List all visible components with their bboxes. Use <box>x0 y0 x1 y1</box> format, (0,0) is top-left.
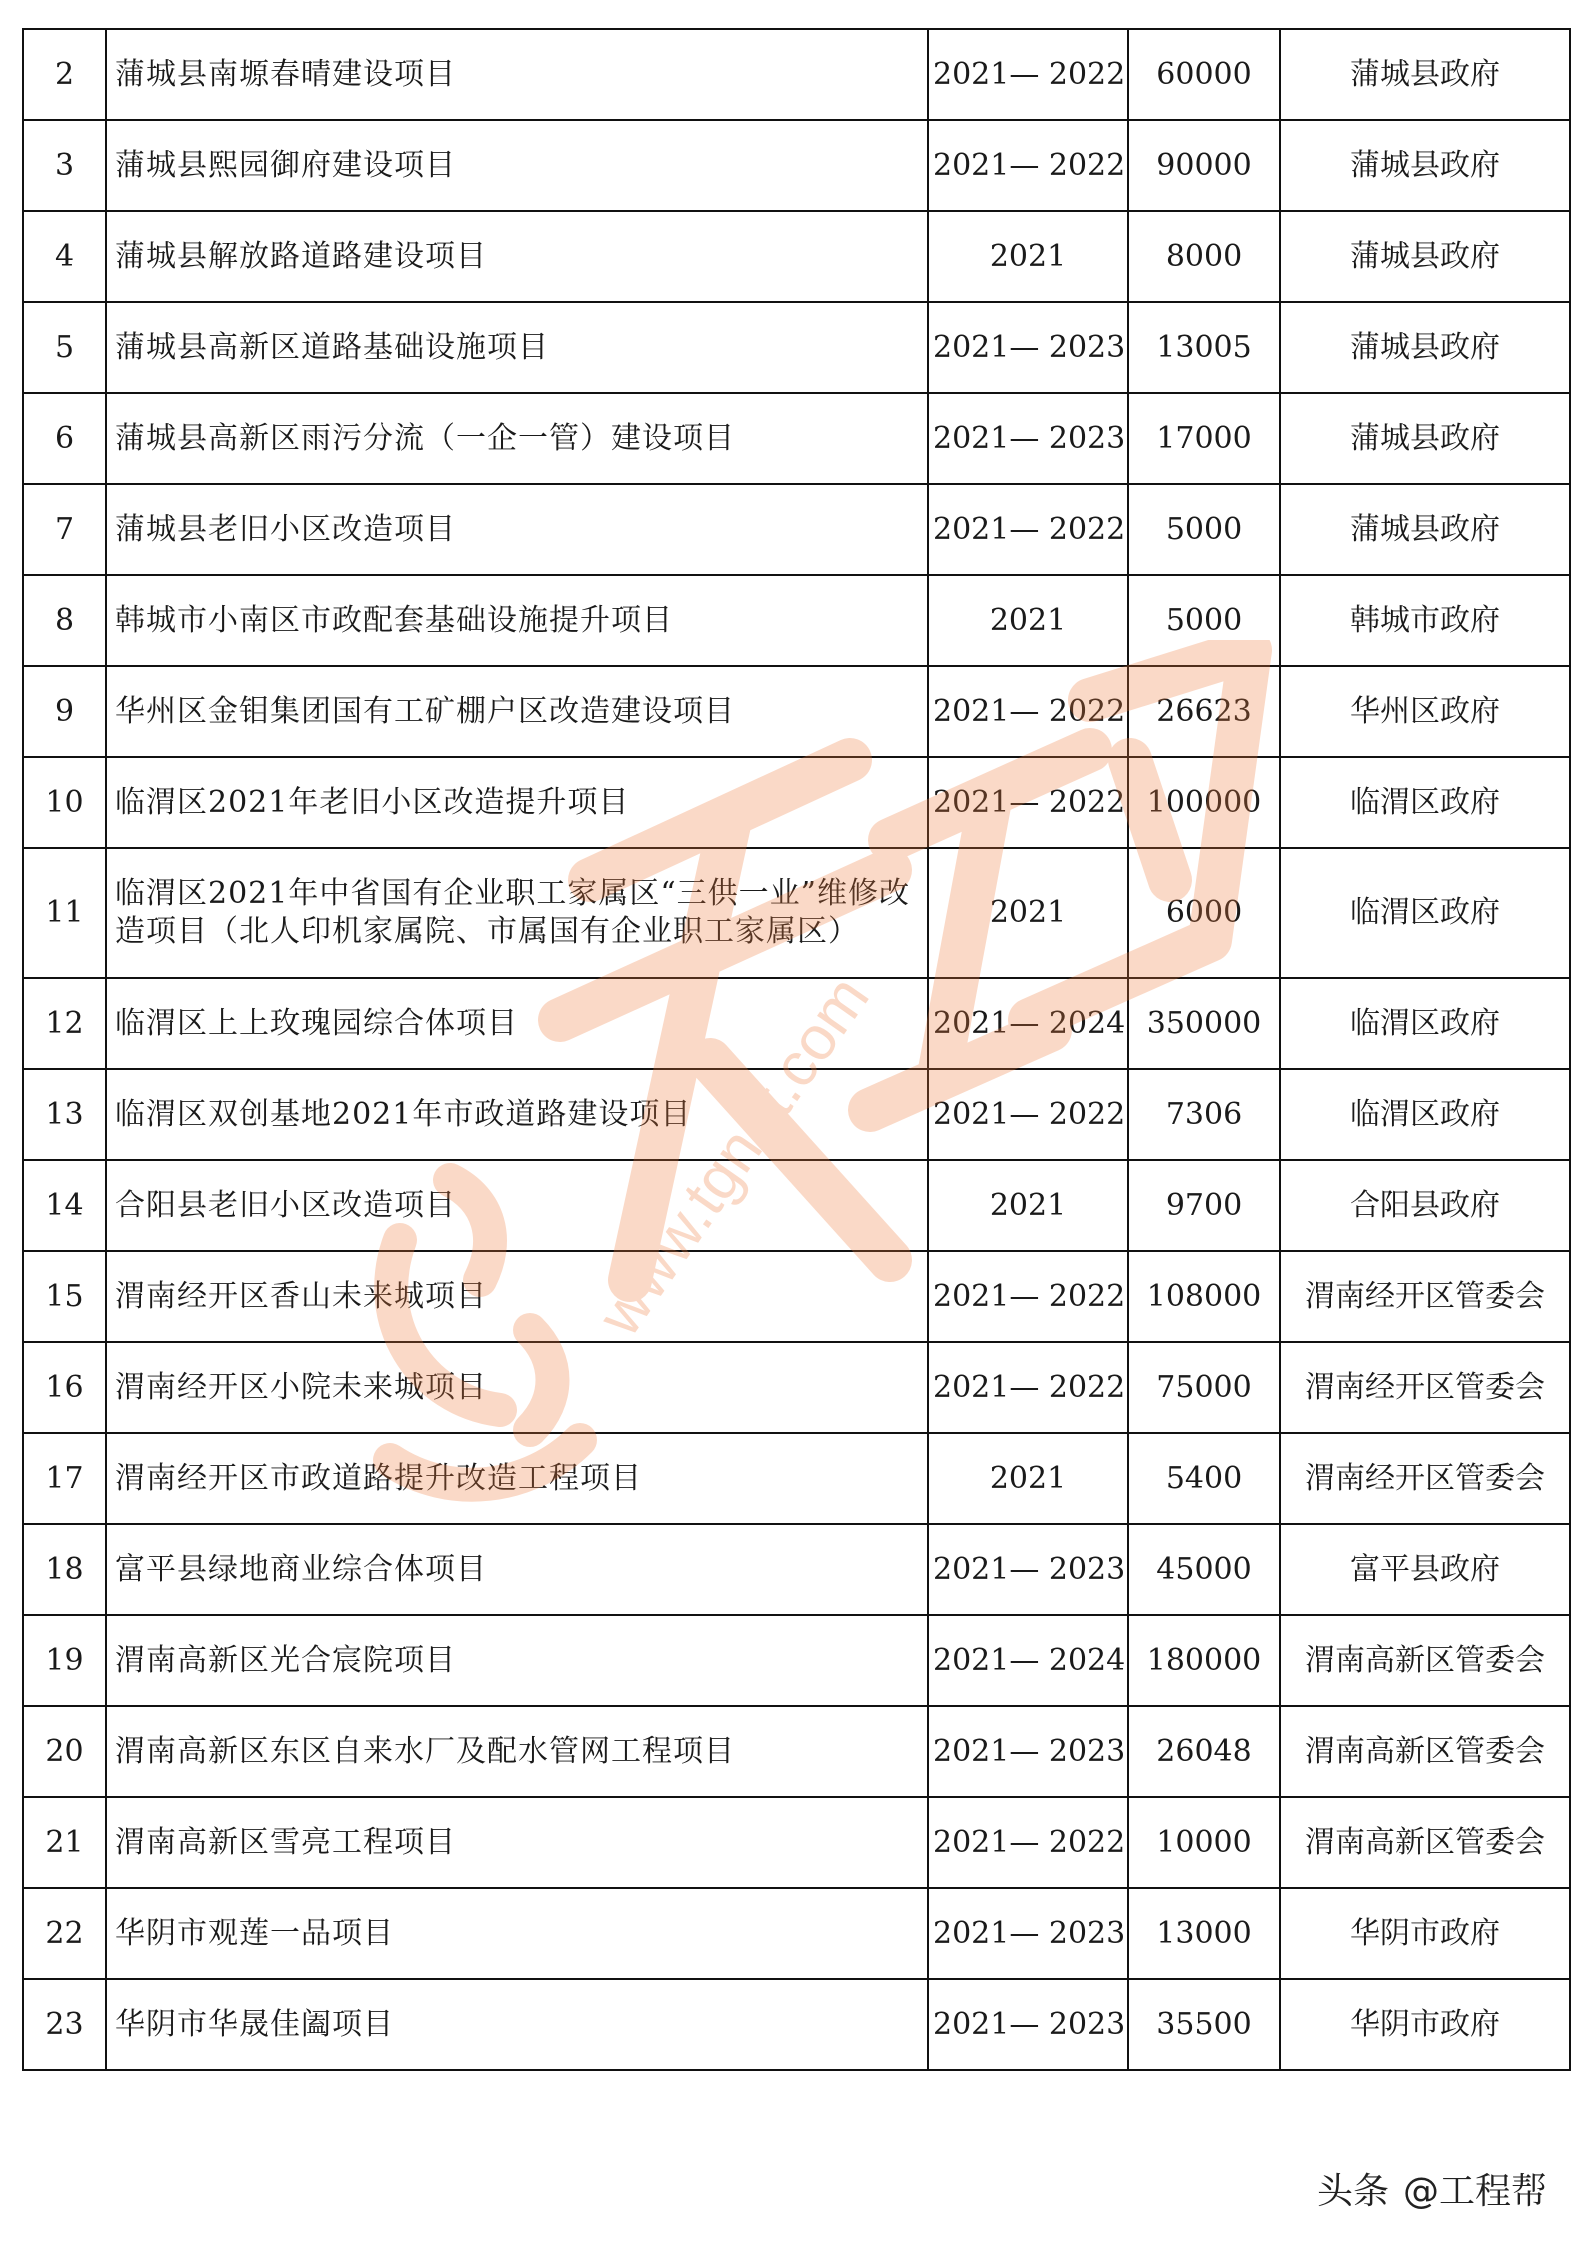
cell-responsible-unit: 华州区政府 <box>1280 666 1570 757</box>
table-row <box>23 666 1570 757</box>
cell-years: 2021— 2024 <box>928 978 1128 1069</box>
cell-amount: 5000 <box>1128 575 1280 666</box>
cell-amount: 26048 <box>1128 1706 1280 1797</box>
table-row <box>23 120 1570 211</box>
cell-years: 2021— 2022 <box>928 757 1128 848</box>
table-row <box>23 848 1570 978</box>
cell-amount: 35500 <box>1128 1979 1280 2070</box>
cell-number: 7 <box>23 484 106 575</box>
watermark-url: www.tgnet.com <box>584 964 883 1349</box>
cell-amount: 9700 <box>1128 1160 1280 1251</box>
cell-number: 3 <box>23 120 106 211</box>
table-row <box>23 393 1570 484</box>
table-row <box>23 1342 1570 1433</box>
cell-years: 2021— 2023 <box>928 393 1128 484</box>
cell-number: 15 <box>23 1251 106 1342</box>
cell-number: 4 <box>23 211 106 302</box>
cell-amount: 8000 <box>1128 211 1280 302</box>
cell-amount: 100000 <box>1128 757 1280 848</box>
cell-responsible-unit: 临渭区政府 <box>1280 978 1570 1069</box>
table-row <box>23 302 1570 393</box>
cell-responsible-unit: 渭南高新区管委会 <box>1280 1797 1570 1888</box>
cell-project-name: 韩城市小南区市政配套基础设施提升项目 <box>106 575 928 666</box>
cell-amount: 60000 <box>1128 29 1280 120</box>
table-row <box>23 1433 1570 1524</box>
table-row <box>23 1615 1570 1706</box>
cell-responsible-unit: 蒲城县政府 <box>1280 393 1570 484</box>
cell-number: 20 <box>23 1706 106 1797</box>
cell-project-name: 蒲城县南塬春晴建设项目 <box>106 29 928 120</box>
cell-number: 16 <box>23 1342 106 1433</box>
cell-project-name: 临渭区2021年中省国有企业职工家属区“三供一业”维修改造项目（北人印机家属院、市属国有企业职工家属区） <box>106 848 928 978</box>
cell-project-name: 渭南高新区东区自来水厂及配水管网工程项目 <box>106 1706 928 1797</box>
cell-amount: 17000 <box>1128 393 1280 484</box>
cell-responsible-unit: 渭南高新区管委会 <box>1280 1706 1570 1797</box>
cell-responsible-unit: 富平县政府 <box>1280 1524 1570 1615</box>
cell-number: 17 <box>23 1433 106 1524</box>
table-row <box>23 1797 1570 1888</box>
cell-project-name: 渭南经开区小院未来城项目 <box>106 1342 928 1433</box>
cell-years: 2021 <box>928 1160 1128 1251</box>
cell-years: 2021— 2022 <box>928 484 1128 575</box>
cell-responsible-unit: 蒲城县政府 <box>1280 302 1570 393</box>
cell-responsible-unit: 渭南经开区管委会 <box>1280 1433 1570 1524</box>
cell-years: 2021— 2023 <box>928 1888 1128 1979</box>
cell-years: 2021— 2024 <box>928 1615 1128 1706</box>
table-row <box>23 1251 1570 1342</box>
cell-number: 23 <box>23 1979 106 2070</box>
cell-project-name: 蒲城县熙园御府建设项目 <box>106 120 928 211</box>
cell-project-name: 临渭区2021年老旧小区改造提升项目 <box>106 757 928 848</box>
project-table-body <box>23 29 1570 2070</box>
cell-project-name: 蒲城县老旧小区改造项目 <box>106 484 928 575</box>
cell-number: 5 <box>23 302 106 393</box>
cell-amount: 108000 <box>1128 1251 1280 1342</box>
cell-number: 9 <box>23 666 106 757</box>
cell-amount: 5000 <box>1128 484 1280 575</box>
cell-amount: 26623 <box>1128 666 1280 757</box>
cell-responsible-unit: 华阴市政府 <box>1280 1979 1570 2070</box>
cell-responsible-unit: 临渭区政府 <box>1280 1069 1570 1160</box>
cell-number: 10 <box>23 757 106 848</box>
cell-amount: 13005 <box>1128 302 1280 393</box>
cell-project-name: 渭南经开区市政道路提升改造工程项目 <box>106 1433 928 1524</box>
cell-project-name: 渭南高新区雪亮工程项目 <box>106 1797 928 1888</box>
table-row <box>23 29 1570 120</box>
table-row <box>23 757 1570 848</box>
table-row <box>23 575 1570 666</box>
cell-responsible-unit: 蒲城县政府 <box>1280 120 1570 211</box>
cell-number: 22 <box>23 1888 106 1979</box>
table-row <box>23 484 1570 575</box>
cell-years: 2021— 2022 <box>928 666 1128 757</box>
cell-responsible-unit: 临渭区政府 <box>1280 848 1570 978</box>
cell-responsible-unit: 蒲城县政府 <box>1280 484 1570 575</box>
cell-years: 2021— 2022 <box>928 1342 1128 1433</box>
cell-number: 19 <box>23 1615 106 1706</box>
cell-number: 6 <box>23 393 106 484</box>
cell-project-name: 蒲城县高新区雨污分流（一企一管）建设项目 <box>106 393 928 484</box>
credit-handle: @工程帮 <box>1402 2171 1547 2212</box>
cell-responsible-unit: 合阳县政府 <box>1280 1160 1570 1251</box>
cell-amount: 45000 <box>1128 1524 1280 1615</box>
cell-amount: 5400 <box>1128 1433 1280 1524</box>
cell-amount: 6000 <box>1128 848 1280 978</box>
cell-project-name: 渭南经开区香山未来城项目 <box>106 1251 928 1342</box>
cell-responsible-unit: 蒲城县政府 <box>1280 211 1570 302</box>
cell-project-name: 华阴市华晟佳阖项目 <box>106 1979 928 2070</box>
cell-amount: 75000 <box>1128 1342 1280 1433</box>
cell-years: 2021— 2023 <box>928 302 1128 393</box>
cell-number: 21 <box>23 1797 106 1888</box>
cell-amount: 7306 <box>1128 1069 1280 1160</box>
cell-project-name: 华州区金钼集团国有工矿棚户区改造建设项目 <box>106 666 928 757</box>
table-row <box>23 1888 1570 1979</box>
project-table-container <box>22 28 1569 2071</box>
cell-amount: 13000 <box>1128 1888 1280 1979</box>
cell-years: 2021— 2023 <box>928 1979 1128 2070</box>
cell-number: 18 <box>23 1524 106 1615</box>
cell-project-name: 合阳县老旧小区改造项目 <box>106 1160 928 1251</box>
cell-number: 2 <box>23 29 106 120</box>
cell-responsible-unit: 临渭区政府 <box>1280 757 1570 848</box>
table-row <box>23 1524 1570 1615</box>
cell-project-name: 华阴市观莲一品项目 <box>106 1888 928 1979</box>
table-row <box>23 1706 1570 1797</box>
cell-responsible-unit: 韩城市政府 <box>1280 575 1570 666</box>
cell-responsible-unit: 华阴市政府 <box>1280 1888 1570 1979</box>
cell-number: 14 <box>23 1160 106 1251</box>
table-row <box>23 1979 1570 2070</box>
cell-project-name: 临渭区双创基地2021年市政道路建设项目 <box>106 1069 928 1160</box>
cell-project-name: 富平县绿地商业综合体项目 <box>106 1524 928 1615</box>
cell-years: 2021— 2022 <box>928 1797 1128 1888</box>
cell-amount: 90000 <box>1128 120 1280 211</box>
credit-prefix: 头条 <box>1316 2171 1389 2212</box>
cell-number: 8 <box>23 575 106 666</box>
cell-project-name: 渭南高新区光合宸院项目 <box>106 1615 928 1706</box>
cell-project-name: 蒲城县解放路道路建设项目 <box>106 211 928 302</box>
source-credit <box>1317 2163 1547 2214</box>
cell-number: 12 <box>23 978 106 1069</box>
cell-project-name: 临渭区上上玫瑰园综合体项目 <box>106 978 928 1069</box>
cell-years: 2021— 2023 <box>928 1706 1128 1797</box>
cell-responsible-unit: 渭南经开区管委会 <box>1280 1251 1570 1342</box>
table-row <box>23 1160 1570 1251</box>
table-row <box>23 1069 1570 1160</box>
cell-years: 2021— 2022 <box>928 1251 1128 1342</box>
cell-years: 2021— 2022 <box>928 29 1128 120</box>
cell-years: 2021 <box>928 575 1128 666</box>
cell-years: 2021 <box>928 211 1128 302</box>
cell-amount: 180000 <box>1128 1615 1280 1706</box>
table-row <box>23 978 1570 1069</box>
cell-years: 2021— 2022 <box>928 120 1128 211</box>
cell-amount: 350000 <box>1128 978 1280 1069</box>
cell-responsible-unit: 蒲城县政府 <box>1280 29 1570 120</box>
cell-number: 13 <box>23 1069 106 1160</box>
cell-number: 11 <box>23 848 106 978</box>
cell-amount: 10000 <box>1128 1797 1280 1888</box>
cell-years: 2021 <box>928 848 1128 978</box>
cell-years: 2021 <box>928 1433 1128 1524</box>
project-table <box>22 28 1571 2071</box>
table-row <box>23 211 1570 302</box>
cell-years: 2021— 2023 <box>928 1524 1128 1615</box>
cell-responsible-unit: 渭南经开区管委会 <box>1280 1342 1570 1433</box>
cell-project-name: 蒲城县高新区道路基础设施项目 <box>106 302 928 393</box>
cell-years: 2021— 2022 <box>928 1069 1128 1160</box>
cell-responsible-unit: 渭南高新区管委会 <box>1280 1615 1570 1706</box>
